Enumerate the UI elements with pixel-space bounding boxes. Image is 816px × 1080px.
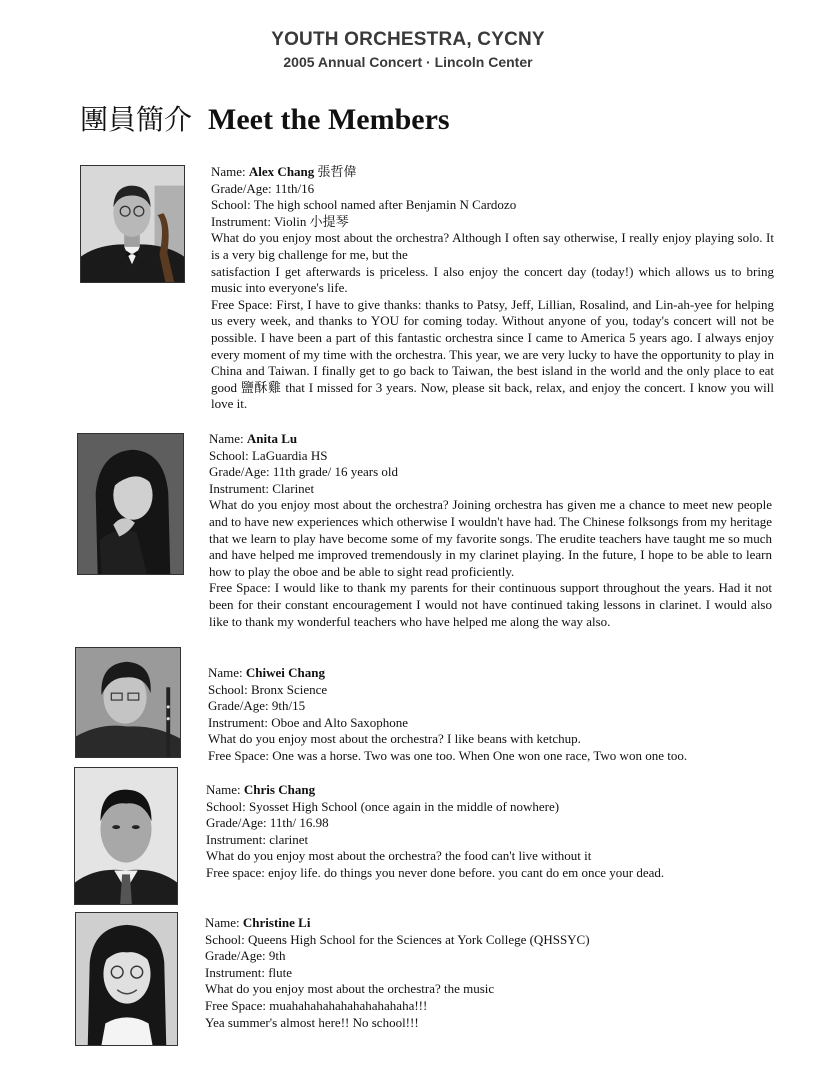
member-school: LaGuardia HS	[251, 447, 328, 463]
member-enjoy: Joining orchestra has given me a chance to meet new people and to have new experiences which otherwise I wouldn't have had. The Chinese folksongs from my heritage that we learn to play have become some of my favorite songs. The erudite teachers have taught me so much and have helped me improved tremendously in my clarinet playing. In the future, I hope to be able to learn how to play the oboe and be able to sight read proficiently.	[209, 497, 772, 579]
page-title-chinese: 團員簡介	[80, 103, 193, 136]
member-free-space: enjoy life. do things you never done before. you cant do em once your dead.	[268, 864, 665, 880]
member-instrument: clarinet	[269, 831, 309, 847]
member-name-chinese: 張哲偉	[317, 164, 357, 179]
page-title	[80, 100, 450, 140]
member-photo-anita-lu	[77, 433, 184, 575]
member-bio-christine-li: Name: Christine Li School: Queens High School for the Sciences at York College (QHSSYC) Grade/Age: 9th Instrument: flute What do you enjoy most about the orchestra? the music Free Space: muahahahahahahahahahaha!!! Yea summer's almost here!! No school!!!	[205, 915, 590, 1030]
member-bio-chiwei-chang: Name: Chiwei Chang School: Bronx Science Grade/Age: 9th/15 Instrument: Oboe and Alto Saxophone What do you enjoy most about the orchestra? I like beans with ketchup. Free Space: One was a horse. Two was one too. When One won one race, Two won one too.	[208, 665, 688, 763]
member-free-space: I would like to thank my parents for their continuous support throughout the years. Had it not been for their constant encouragement I would not have continued taking lessons in clarinet. I would also like to thank my wonderful teachers who have helped me along the way also.	[209, 580, 772, 629]
member-grade: 9th	[268, 948, 286, 964]
member-photo-chris-chang	[74, 767, 178, 905]
page-header	[0, 28, 816, 71]
member-photo-christine-li	[75, 912, 178, 1046]
member-bio-anita-lu: Name: Anita Lu School: LaGuardia HS Grade/Age: 11th grade/ 16 years old Instrument: Clarinet What do you enjoy most about the orchestra? Joining orchestra has given me a chance to meet new people and to have new experiences which otherwise I wouldn't have had. The Chinese folksongs from my heritage that we learn to play have become some of my favorite songs. The erudite teachers have taught me so much and have helped me improved tremendously in my clarinet playing. In the future, I hope to be able to learn how to play the oboe and be able to sight read proficiently. Free Space: I would like to thank my parents for their continuous support throughout the years. Had it not been for their constant encouragement I would not have continued taking lessons in clarinet. I would also like to thank my wonderful teachers who have helped me along the way also.	[209, 431, 772, 629]
member-name: Alex Chang	[248, 164, 315, 179]
member-photo-alex-chang	[80, 165, 185, 283]
member-grade: 11th/ 16.98	[269, 815, 329, 831]
member-school: Syosset High School (once again in the middle of nowhere)	[248, 798, 560, 814]
member-grade: 9th/15	[271, 698, 306, 714]
member-free-space: First, I have to give thanks: thanks to Patsy, Jeff, Lillian, Rosalind, and Lin-ah-yee for helping us every week, and thanks to YOU for coming today. Without anyone of you, today's concert will not be possible. I have been a part of this fantastic orchestra since I came to America 5 years ago. I always enjoy every moment of my time with the orchestra. This year, we are very lucky to have the opportunity to play in China and Taiwan. I finally get to go back to Taiwan, the best island in the world and the only place to eat good 鹽酥雞 that I missed for 3 years. Now, please sit back, relax, and enjoy the concert. I know you will love it.	[211, 296, 774, 412]
member-enjoy: the music	[444, 981, 495, 997]
member-school: The high school named after Benjamin N Cardozo	[253, 197, 517, 213]
concert-subtitle: 2005 Annual Concert · Lincoln Center	[283, 54, 533, 70]
orchestra-name: YOUTH ORCHESTRA, CYCNY	[271, 29, 545, 50]
member-name: Chris Chang	[243, 782, 316, 797]
member-photo-chiwei-chang	[75, 647, 181, 758]
member-school: Bronx Science	[250, 681, 328, 697]
member-free-space: muahahahahahahahahahaha!!!	[269, 997, 428, 1013]
member-instrument: flute	[268, 964, 293, 980]
member-bio-alex-chang: Name: Alex Chang 張哲偉 Grade/Age: 11th/16 School: The high school named after Benjamin N Cardozo Instrument: Violin 小提琴 What do you enjoy most about the orchestra? Although I often say otherwise, I really enjoy playing solo. It is a very big challenge for me, but the satisfaction I get afterwards is priceless. I also enjoy the concert day (today!) which allows us to bring music into everyone's life. Free Space: First, I have to give thanks: thanks to Patsy, Jeff, Lillian, Rosalind, and Lin-ah-yee for helping us every week, and thanks to YOU for coming today. Without anyone of you, today's concert will not be possible. I have been a part of this fantastic orchestra since I came to America 5 years ago. I always enjoy every moment of my time with the orchestra. This year, we are very lucky to have the opportunity to play in China and Taiwan. I finally get to go back to Taiwan, the best island in the world and the only place to eat good 鹽酥雞 that I missed for 3 years. Now, please sit back, relax, and enjoy the concert. I know you will love it.	[211, 164, 774, 412]
member-enjoy: Although I often say otherwise, I really enjoy playing solo. It is a very big challenge for me, but the	[211, 230, 774, 262]
member-instrument: Violin 小提琴	[273, 213, 349, 229]
member-school: Queens High School for the Sciences at York College (QHSSYC)	[247, 931, 590, 947]
member-free-space: One was a horse. Two was one too. When One won one race, Two won one too.	[272, 747, 688, 763]
member-name: Christine Li	[242, 915, 311, 930]
member-instrument: Clarinet	[272, 480, 315, 496]
member-enjoy: the food can't live without it	[445, 848, 592, 864]
member-name: Anita Lu	[246, 431, 298, 446]
page-title-english: Meet the Members	[208, 103, 450, 136]
member-grade: 11th grade/ 16 years old	[272, 464, 399, 480]
member-free-space-continued: Yea summer's almost here!! No school!!!	[205, 1014, 419, 1030]
member-enjoy: I like beans with ketchup.	[447, 731, 581, 747]
member-grade: 11th/16	[274, 180, 315, 196]
member-instrument: Oboe and Alto Saxophone	[271, 714, 409, 730]
member-bio-chris-chang: Name: Chris Chang School: Syosset High School (once again in the middle of nowhere) Grade/Age: 11th/ 16.98 Instrument: clarinet What do you enjoy most about the orchestra? the food can't live without it Free space: enjoy life. do things you never done before. you cant do em once your dead.	[206, 782, 665, 880]
member-name: Chiwei Chang	[245, 665, 326, 680]
member-enjoy-continued: satisfaction I get afterwards is priceless. I also enjoy the concert day (today!) which allows us to bring music into everyone's life.	[211, 263, 774, 296]
